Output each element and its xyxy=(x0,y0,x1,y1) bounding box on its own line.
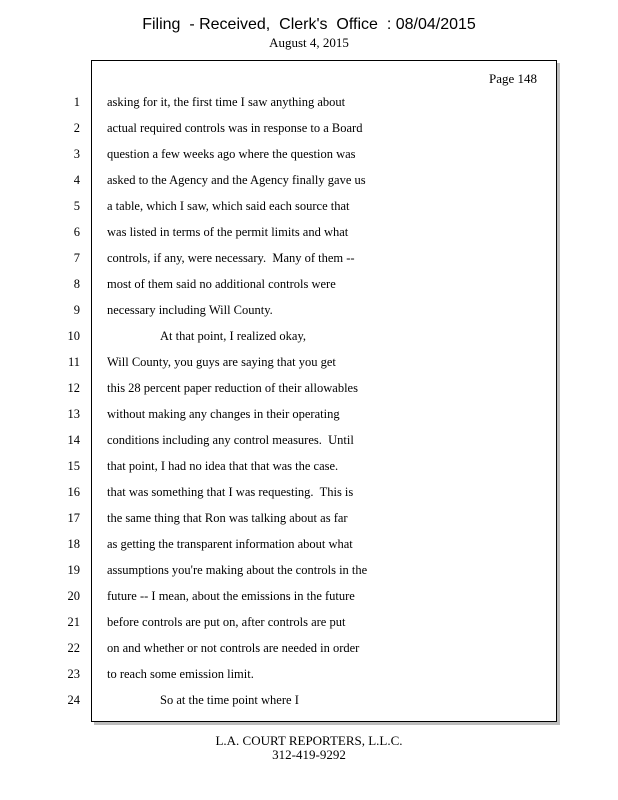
line-text: without making any changes in their operating xyxy=(107,407,340,421)
line-text: necessary including Will County. xyxy=(107,303,273,317)
line-number: 14 xyxy=(67,433,80,447)
line-number: 1 xyxy=(73,95,80,109)
line-text: on and whether or not controls are needed in order xyxy=(107,641,360,655)
line-text: controls, if any, were necessary. Many of them -- xyxy=(107,251,355,265)
line-text: asking for it, the first time I saw anything about xyxy=(107,95,346,109)
line-number: 4 xyxy=(73,173,80,187)
line-text: that was something that I was requesting. This is xyxy=(107,485,354,499)
transcript-date: August 4, 2015 xyxy=(269,35,349,50)
line-number: 3 xyxy=(73,147,80,161)
line-number: 9 xyxy=(73,303,80,317)
line-number: 7 xyxy=(73,251,80,265)
line-text: So at the time point where I xyxy=(160,693,299,707)
line-number: 6 xyxy=(73,225,80,239)
line-number: 18 xyxy=(67,537,80,551)
line-text: conditions including any control measures. Until xyxy=(107,433,354,447)
line-text: future -- I mean, about the emissions in the future xyxy=(107,589,355,603)
line-number: 20 xyxy=(67,589,80,603)
line-text: Will County, you guys are saying that you get xyxy=(107,355,336,369)
line-number: 17 xyxy=(67,511,80,525)
line-text: that point, I had no idea that that was the case. xyxy=(107,459,339,473)
line-text: to reach some emission limit. xyxy=(107,667,254,681)
line-text: assumptions you're making about the controls in the xyxy=(107,563,368,577)
line-text: the same thing that Ron was talking about as far xyxy=(107,511,348,525)
line-number: 8 xyxy=(73,277,80,291)
line-number: 19 xyxy=(67,563,80,577)
court-reporter-name: L.A. COURT REPORTERS, L.L.C. xyxy=(215,733,403,748)
line-number: 12 xyxy=(67,381,80,395)
line-text: was listed in terms of the permit limits and what xyxy=(107,225,349,239)
line-text: most of them said no additional controls were xyxy=(107,277,336,291)
line-number: 5 xyxy=(73,199,80,213)
court-reporter-phone: 312-419-9292 xyxy=(272,747,346,762)
line-number: 16 xyxy=(67,485,80,499)
line-text: a table, which I saw, which said each source that xyxy=(107,199,350,213)
line-number: 2 xyxy=(73,121,80,135)
line-text: At that point, I realized okay, xyxy=(160,329,307,343)
line-text: this 28 percent paper reduction of their allowables xyxy=(107,381,358,395)
line-text: before controls are put on, after controls are put xyxy=(107,615,346,629)
line-number: 24 xyxy=(67,693,80,707)
line-text: as getting the transparent information about what xyxy=(107,537,353,551)
line-number: 23 xyxy=(67,667,80,681)
filing-stamp: Filing - Received, Clerk's Office : 08/04/2015 xyxy=(142,16,476,33)
line-number: 15 xyxy=(67,459,80,473)
line-number: 10 xyxy=(67,329,80,343)
line-number: 21 xyxy=(67,615,80,629)
page-number: Page 148 xyxy=(488,71,537,86)
line-text: question a few weeks ago where the question was xyxy=(107,147,356,161)
line-number: 22 xyxy=(67,641,80,655)
line-number: 11 xyxy=(67,355,80,369)
line-text: asked to the Agency and the Agency finally gave us xyxy=(107,173,366,187)
line-text: actual required controls was in response to a Board xyxy=(107,121,363,135)
line-number: 13 xyxy=(67,407,80,421)
